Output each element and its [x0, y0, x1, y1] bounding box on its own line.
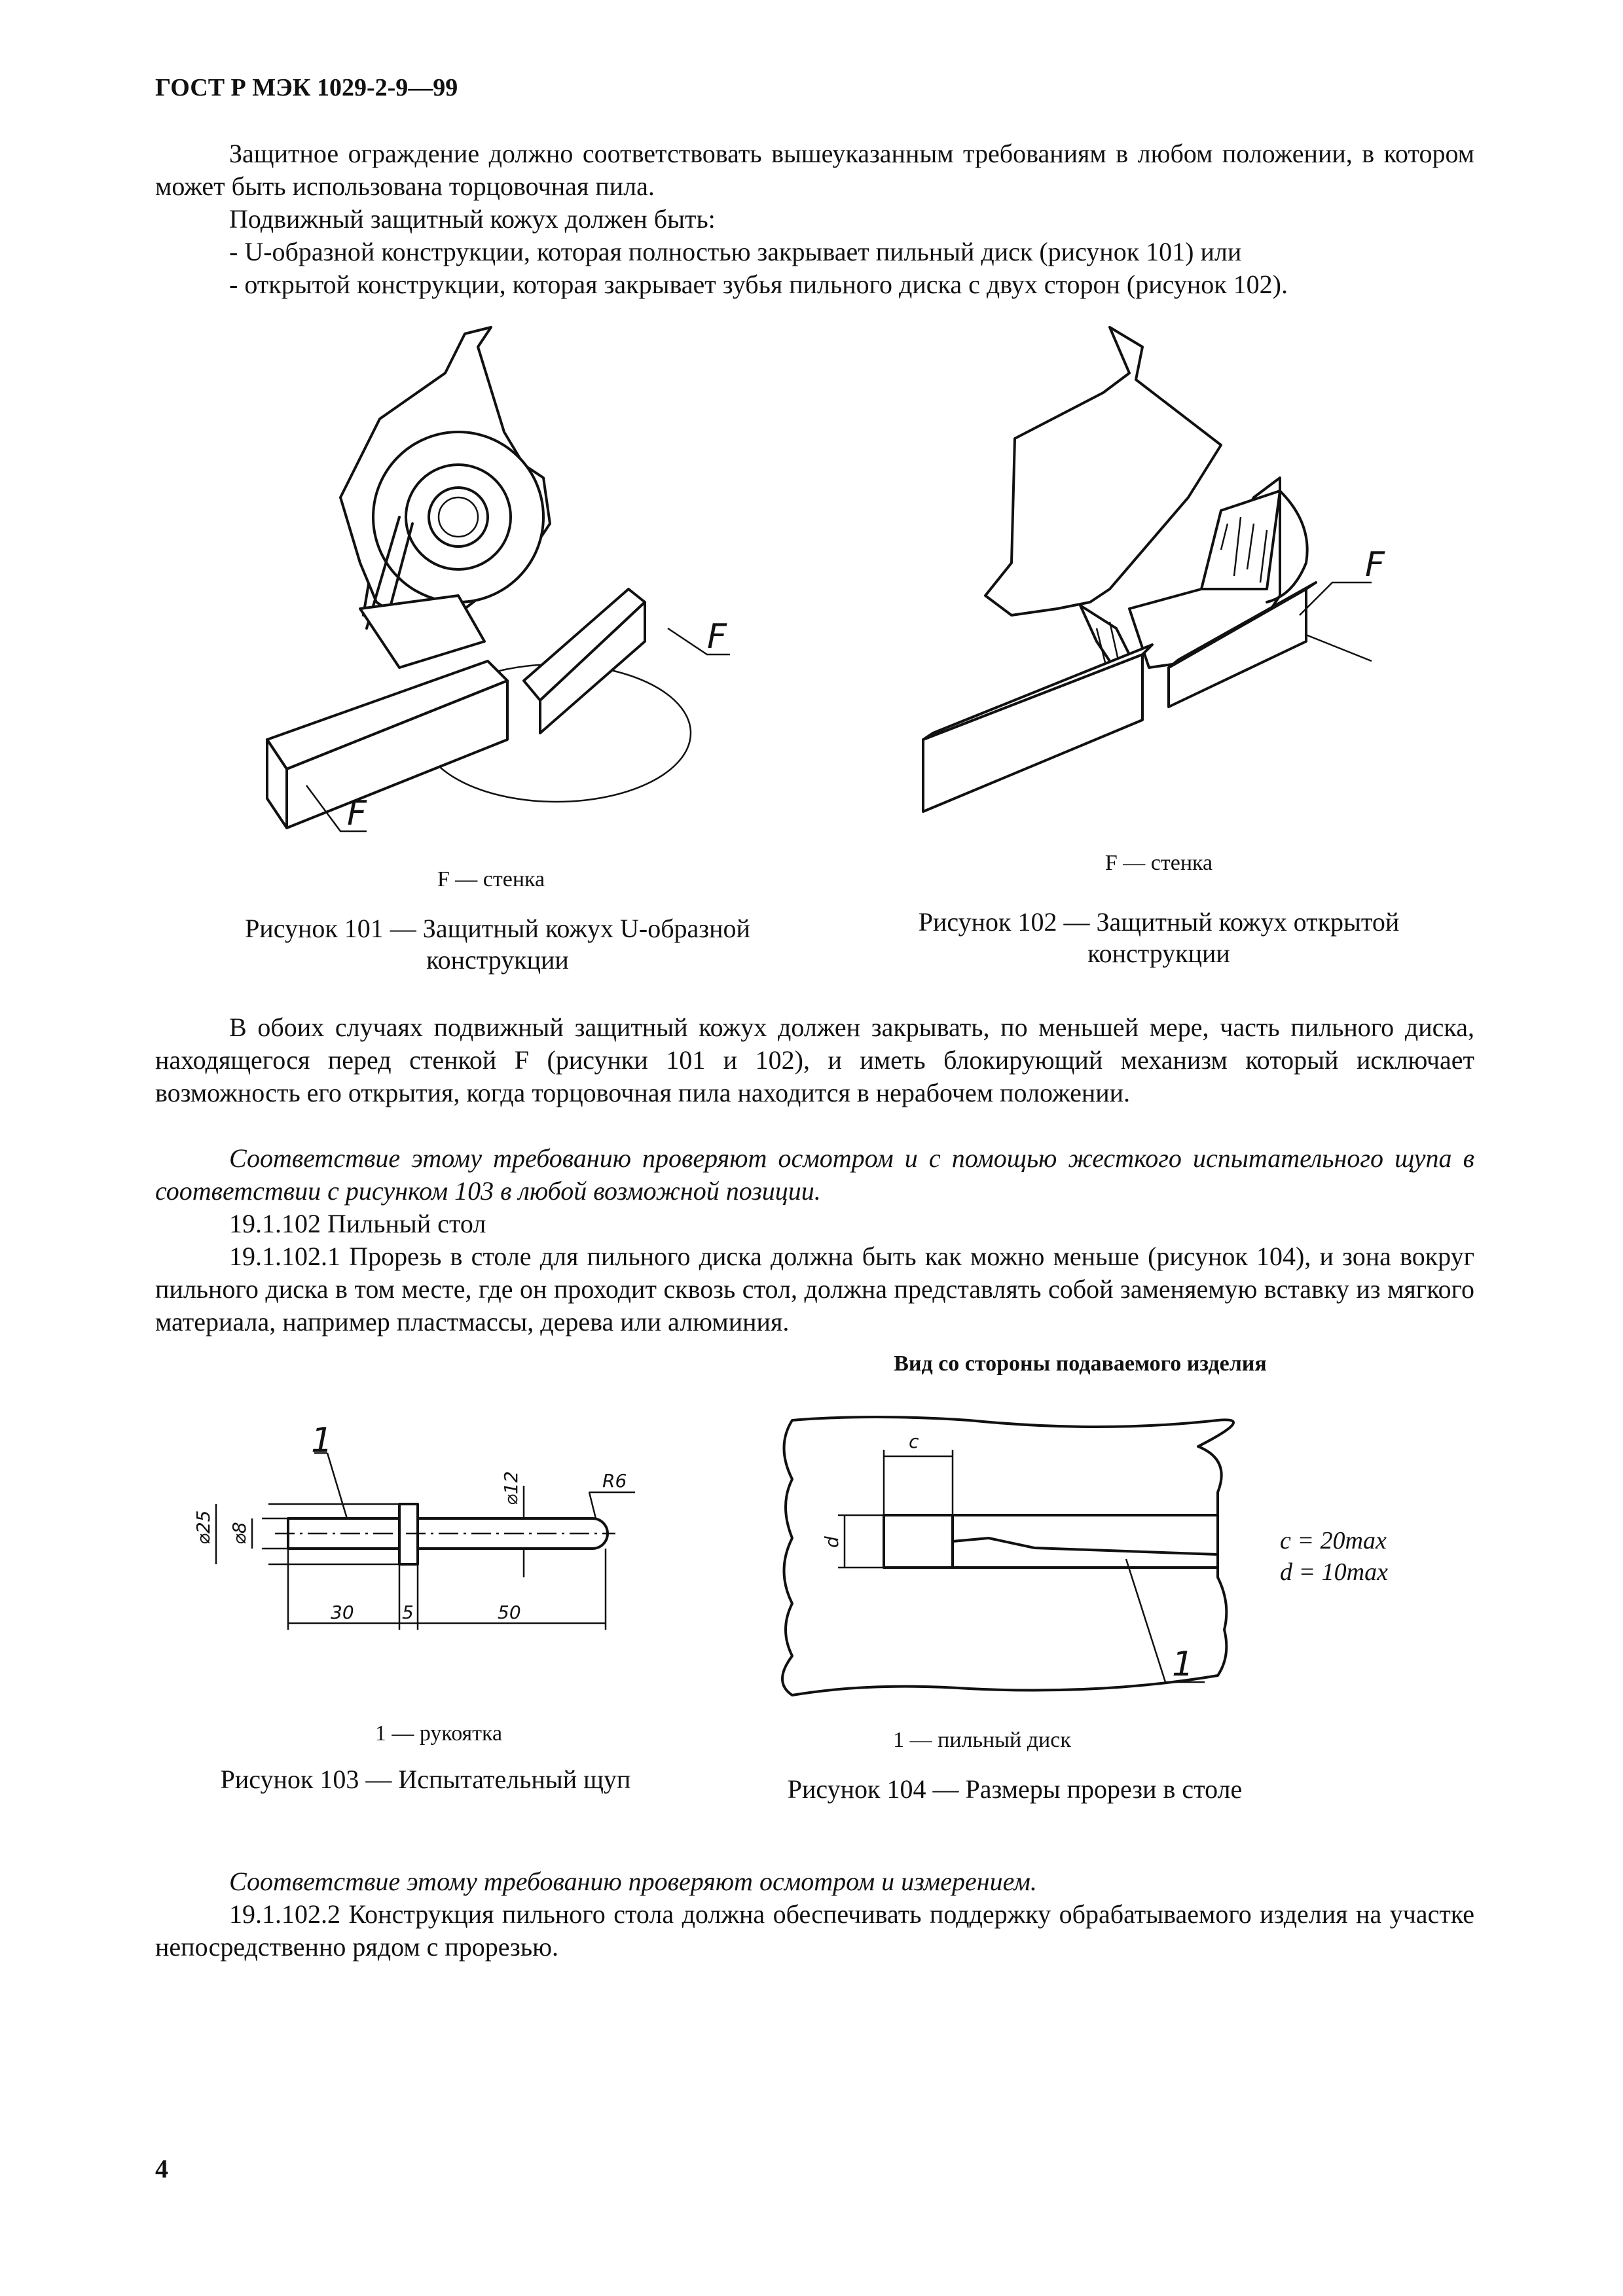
fig103-caption: Рисунок 103 — Испытательный щуп: [220, 1765, 631, 1794]
fig104-note-d: d = 10max: [1280, 1558, 1388, 1586]
bullet-u-shaped: - U-образной конструкции, которая полностью закрывает пильный диск (рисунок 101) или: [229, 237, 1242, 266]
paragraph-movable-guard: Подвижный защитный кожух должен быть:: [229, 204, 716, 234]
fig104-notes: [1280, 1525, 1388, 1588]
fig103-dim-30: 30: [331, 1602, 354, 1623]
fig102-label-f: F: [1365, 545, 1385, 584]
fig101-caption-line2: конструкции: [426, 945, 569, 975]
fig102-caption: [871, 906, 1447, 969]
figure-103-drawing: [177, 1421, 655, 1649]
paragraph-table-slot: 19.1.102.1 Прорезь в столе для пильного диска должна быть как можно меньше (рисунок 104), и зона вокруг пильного диска в том месте, где он проходит сквозь стол, должна представлять собой заменяемую вставку из мягкого материала, например пластмассы, дерева или алюминия.: [155, 1242, 1474, 1336]
fig104-caption: Рисунок 104 — Размеры прорези в столе: [787, 1774, 1243, 1804]
fig104-dim-c: c: [909, 1431, 919, 1452]
fig103-dim-50: 50: [498, 1602, 521, 1623]
fig101-legend: F — стенка: [437, 867, 545, 891]
fig103-legend: 1 — рукоятка: [374, 1721, 503, 1746]
fig101-caption-line1: Рисунок 101 — Защитный кожух U-образной: [245, 914, 750, 943]
fig103-dim-5: 5: [402, 1602, 414, 1623]
fig101-label-f-right: F: [707, 617, 727, 656]
paragraph-both-cases: В обоих случаях подвижный защитный кожух должен закрывать, по меньшей мере, часть пильного диска, находящегося перед стенкой F (рисунки 101 и 102), и иметь блокирующий механизм который исключает возможность его открытия, когда торцовочная пила находится в нерабочем положении.: [155, 1013, 1474, 1107]
document-header: ГОСТ Р МЭК 1029-2-9—99: [155, 74, 458, 101]
fig104-legend: 1 — пильный диск: [893, 1728, 1071, 1752]
fig103-dim-d8: ⌀8: [228, 1522, 250, 1545]
fig103-dim-d25: ⌀25: [192, 1510, 214, 1545]
paragraph-guard-requirement: Защитное ограждение должно соответствовать вышеуказанным требованиям в любом положении, в котором может быть использована торцовочная пила.: [155, 139, 1474, 201]
fig103-dim-r6: R6: [602, 1470, 627, 1492]
page-number: 4: [155, 2154, 168, 2183]
fig101-label-f-left: F: [347, 794, 367, 833]
bullet-open-design: - открытой конструкции, которая закрывает зубья пильного диска с двух сторон (рисунок 102).: [229, 270, 1288, 299]
fig102-caption-line1: Рисунок 102 — Защитный кожух открытой: [918, 907, 1400, 937]
figure-101-drawing: [249, 314, 773, 857]
fig102-legend: F — стенка: [1104, 851, 1213, 875]
fig104-dim-d: d: [821, 1536, 843, 1548]
section-heading-saw-table: 19.1.102 Пильный стол: [229, 1209, 486, 1238]
figure-102-drawing: [913, 314, 1411, 812]
paragraph-compliance-1: Соответствие этому требованию проверяют осмотром и с помощью жесткого испытательного щупа в соответствии с рисунком 103 в любой возможной позиции.: [155, 1143, 1474, 1206]
fig102-caption-line2: конструкции: [1087, 939, 1230, 968]
fig103-dim-d12: ⌀12: [500, 1471, 522, 1505]
fig104-note-c: c = 20max: [1280, 1527, 1387, 1554]
fig104-view-title: Вид со стороны подаваемого изделия: [894, 1352, 1267, 1376]
paragraph-compliance-2: Соответствие этому требованию проверяют осмотром и измерением.: [229, 1867, 1037, 1896]
paragraph-table-support: 19.1.102.2 Конструкция пильного стола должна обеспечивать поддержку обрабатываемого изделия на участке непосредственно рядом с прорезью.: [155, 1899, 1474, 1962]
fig103-callout: 1: [311, 1421, 333, 1460]
fig101-caption: [196, 913, 799, 976]
fig104-callout: 1: [1172, 1645, 1194, 1684]
